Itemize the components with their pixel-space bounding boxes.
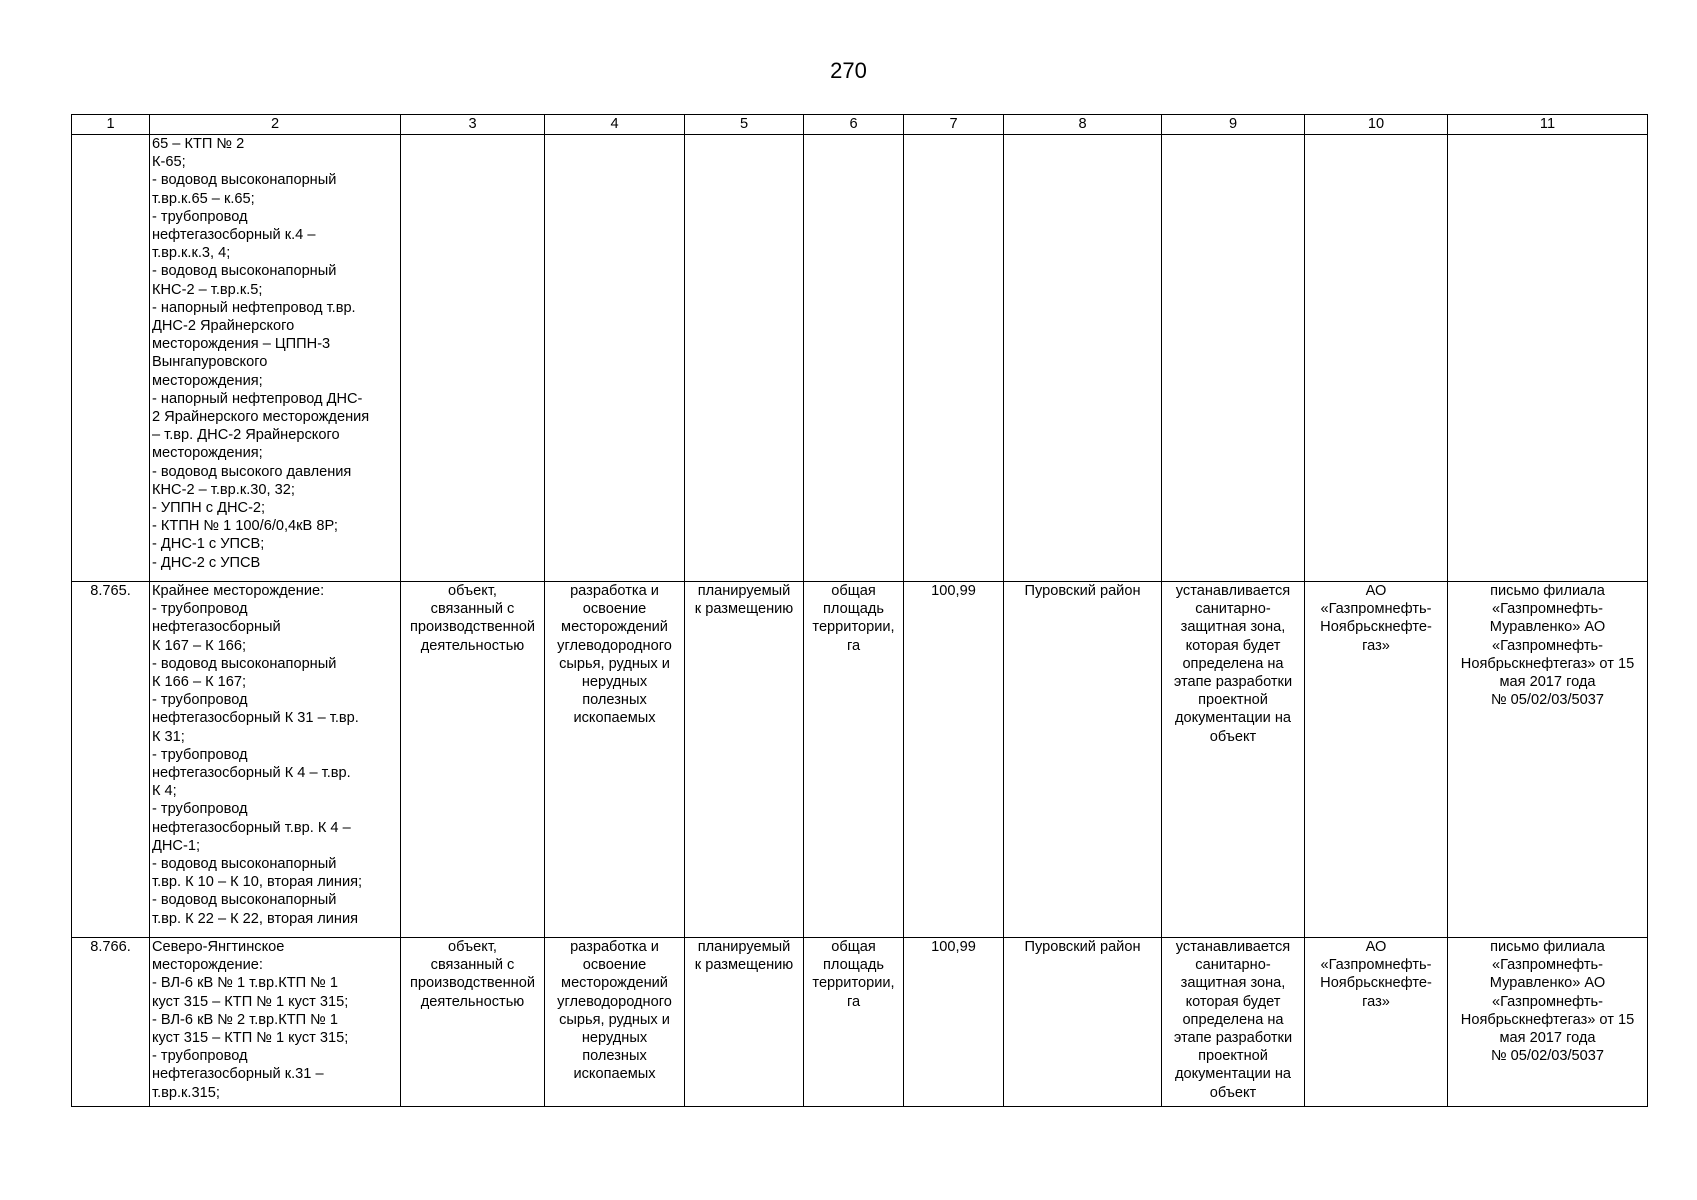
object-source: письмо филиала «Газпромнефть- Муравленко» АО «Газпромнефть- Ноябрьскнефтегаз» от 15 мая 2017 года № 05/02/03/5037 xyxy=(1448,938,1648,1107)
object-activity: разработка и освоение месторождений углеводородного сырья, рудных и нерудных полезных ископаемых xyxy=(545,582,685,938)
object-purpose: объект, связанный с производственной деятельностью xyxy=(401,938,545,1107)
column-header: 6 xyxy=(804,115,904,135)
object-zone xyxy=(1162,135,1305,582)
column-header: 10 xyxy=(1305,115,1448,135)
object-location xyxy=(1004,135,1162,582)
object-zone: устанавливается санитарно- защитная зона, которая будет определена на этапе разработки проектной документации на объект xyxy=(1162,582,1305,938)
table-row xyxy=(72,582,1648,938)
object-status: планируемый к размещению xyxy=(685,582,804,938)
object-activity: разработка и освоение месторождений углеводородного сырья, рудных и нерудных полезных ископаемых xyxy=(545,938,685,1107)
column-header: 8 xyxy=(1004,115,1162,135)
object-parameter xyxy=(804,135,904,582)
page-number: 270 xyxy=(830,58,867,83)
object-purpose xyxy=(401,135,545,582)
row-number: 8.765. xyxy=(72,582,150,938)
object-status: планируемый к размещению xyxy=(685,938,804,1107)
objects-table xyxy=(71,114,1648,1107)
column-header: 7 xyxy=(904,115,1004,135)
table-row xyxy=(72,938,1648,1107)
object-location: Пуровский район xyxy=(1004,582,1162,938)
object-owner: АО «Газпромнефть- Ноябрьскнефте- газ» xyxy=(1305,582,1448,938)
object-parameter: общая площадь территории, га xyxy=(804,582,904,938)
object-name: Северо-Янгтинское месторождение: - ВЛ-6 кВ № 1 т.вр.КТП № 1 куст 315 – КТП № 1 куст 315; - ВЛ-6 кВ № 2 т.вр.КТП № 1 куст 315 – КТП № 1 куст 315; - трубопровод нефтегазосборный к.31 – т.вр.к.315; xyxy=(150,938,401,1107)
row-number xyxy=(72,135,150,582)
object-zone: устанавливается санитарно- защитная зона, которая будет определена на этапе разработки проектной документации на объект xyxy=(1162,938,1305,1107)
column-header: 11 xyxy=(1448,115,1648,135)
object-source: письмо филиала «Газпромнефть- Муравленко» АО «Газпромнефть- Ноябрьскнефтегаз» от 15 мая 2017 года № 05/02/03/5037 xyxy=(1448,582,1648,938)
object-parameter: общая площадь территории, га xyxy=(804,938,904,1107)
object-value: 100,99 xyxy=(904,938,1004,1107)
row-number: 8.766. xyxy=(72,938,150,1107)
column-header: 4 xyxy=(545,115,685,135)
object-purpose: объект, связанный с производственной деятельностью xyxy=(401,582,545,938)
object-name: 65 – КТП № 2 К-65; - водовод высоконапорный т.вр.к.65 – к.65; - трубопровод нефтегазосборный к.4 – т.вр.к.к.3, 4; - водовод высоконапорный КНС-2 – т.вр.к.5; - напорный нефтепровод т.вр. ДНС-2 Ярайнерского месторождения – ЦППН-3 Вынгапуровского месторождения; - напорный нефтепровод ДНС- 2 Ярайнерского месторождения – т.вр. ДНС-2 Ярайнерского месторождения; - водовод высокого давления КНС-2 – т.вр.к.30, 32; - УППН с ДНС-2; - КТПН № 1 100/6/0,4кВ 8Р; - ДНС-1 с УПСВ; - ДНС-2 с УПСВ xyxy=(150,135,401,582)
header-row xyxy=(72,115,1648,135)
object-name: Крайнее месторождение: - трубопровод нефтегазосборный К 167 – К 166; - водовод высоконапорный К 166 – К 167; - трубопровод нефтегазосборный К 31 – т.вр. К 31; - трубопровод нефтегазосборный К 4 – т.вр. К 4; - трубопровод нефтегазосборный т.вр. К 4 – ДНС-1; - водовод высоконапорный т.вр. К 10 – К 10, вторая линия; - водовод высоконапорный т.вр. К 22 – К 22, вторая линия xyxy=(150,582,401,938)
object-value xyxy=(904,135,1004,582)
column-header: 2 xyxy=(150,115,401,135)
object-owner xyxy=(1305,135,1448,582)
column-header: 9 xyxy=(1162,115,1305,135)
table-row xyxy=(72,135,1648,582)
column-header: 1 xyxy=(72,115,150,135)
column-header: 3 xyxy=(401,115,545,135)
object-status xyxy=(685,135,804,582)
object-activity xyxy=(545,135,685,582)
object-owner: АО «Газпромнефть- Ноябрьскнефте- газ» xyxy=(1305,938,1448,1107)
object-source xyxy=(1448,135,1648,582)
column-header: 5 xyxy=(685,115,804,135)
object-location: Пуровский район xyxy=(1004,938,1162,1107)
object-value: 100,99 xyxy=(904,582,1004,938)
